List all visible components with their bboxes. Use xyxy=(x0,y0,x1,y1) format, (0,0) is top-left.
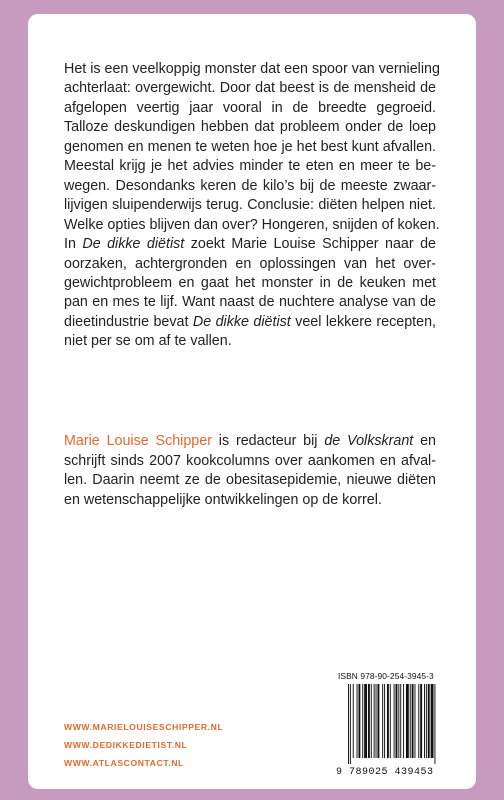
blurb-line: pan en mes te lijf. Want naast de nuchtere analyse van de xyxy=(64,294,436,311)
barcode-bar xyxy=(358,684,360,758)
barcode-bar xyxy=(348,684,349,764)
barcode-bar xyxy=(424,684,425,758)
isbn-label: ISBN 978-90-254-3945-3 xyxy=(338,671,434,681)
barcode-icon xyxy=(348,684,460,766)
barcode-bar xyxy=(420,684,422,758)
book-title: De dikke diëtist xyxy=(192,313,291,330)
blurb-line: lijvigen sluipenderwijs terug. Conclusie: diëten helpen niet. xyxy=(64,197,436,214)
author-bio xyxy=(64,432,436,510)
bio-line: schrijft sinds 2007 kookcolumns over aankomen en afval- xyxy=(64,452,436,469)
blurb-fragment: In xyxy=(64,236,83,253)
barcode-bar xyxy=(353,684,354,758)
barcode-bar xyxy=(415,684,416,758)
barcode-bar xyxy=(434,684,435,764)
barcode-bar xyxy=(431,684,434,758)
barcode-bar xyxy=(350,684,351,764)
barcode-bar xyxy=(364,684,367,758)
blurb-line: achterlaat: overgewicht. Door dat beest is de mensheid de xyxy=(64,80,436,97)
barcode-bar xyxy=(428,684,430,758)
barcode-bar xyxy=(418,684,419,758)
barcode-bar xyxy=(394,684,395,758)
blurb-line: afgelopen veertig jaar vooral in de breedte gegroeid. xyxy=(64,99,436,116)
blurb-line xyxy=(64,235,436,254)
blurb-line: Welke opties blijven dan over? Hongeren, snijden of koken. xyxy=(64,216,440,233)
barcode-bar xyxy=(406,684,409,758)
barcode-bar xyxy=(384,684,385,758)
website-links xyxy=(64,718,223,773)
barcode-bar xyxy=(374,684,375,758)
barcode-bar xyxy=(376,684,377,758)
blurb-line: wegen. Desondanks keren de kilo’s bij de meeste zwaar- xyxy=(64,177,436,194)
blurb-fragment: dieetindustrie bevat xyxy=(64,313,193,330)
blurb-line: niet per se om af te vallen. xyxy=(64,333,232,350)
barcode-bar xyxy=(410,684,411,758)
blurb-fragment: zoekt Marie Louise Schipper naar de xyxy=(184,236,436,253)
bio-line xyxy=(64,432,436,452)
blurb-line: genomen en menen te weten hoe je het best kunt afvallen. xyxy=(64,138,436,155)
barcode-bar xyxy=(400,684,401,758)
barcode-bar xyxy=(362,684,363,758)
barcode-bar xyxy=(390,684,391,758)
barcode-bar xyxy=(412,684,414,758)
barcode-bar xyxy=(368,684,370,758)
ean-digits: 9 789025 439453 xyxy=(336,767,434,778)
blurb-line: oorzaken, achtergronden en oplossingen van het over- xyxy=(64,255,436,272)
barcode-bar xyxy=(382,684,383,758)
newspaper-name: de Volkskrant xyxy=(324,433,414,449)
blurb-line: Het is een veelkoppig monster dat een spoor van vernieling xyxy=(64,61,440,77)
barcode-bar xyxy=(371,684,372,758)
bio-line: len. Daarin neemt ze de obesitasepidemie, nieuwe diëten xyxy=(64,472,436,489)
blurb-line xyxy=(64,313,436,332)
blurb-line: Meestal krijg je het advies minder te eten en meer te be- xyxy=(64,158,436,175)
barcode-bar xyxy=(396,684,398,758)
barcode-bar xyxy=(357,684,358,758)
bio-line: en wetenschappelijke ontwikkelingen op de korrel. xyxy=(64,491,382,508)
blurb-line: Talloze deskundigen hebben dat probleem onder de loep xyxy=(64,119,436,136)
barcode-bar xyxy=(387,684,389,758)
barcode-bar xyxy=(426,684,427,758)
author-name: Marie Louise Schipper xyxy=(64,433,212,449)
bio-fragment: en xyxy=(413,433,437,449)
website-link[interactable]: WWW.DEDIKKEDIETIST.NL xyxy=(64,740,188,751)
blurb-text xyxy=(64,60,440,352)
website-link[interactable]: WWW.MARIELOUISESCHIPPER.NL xyxy=(64,722,224,732)
book-title: De dikke diëtist xyxy=(82,236,185,253)
barcode-bar xyxy=(403,684,404,758)
barcode-bar xyxy=(398,684,399,758)
blurb-fragment: veel lekkere recepten, xyxy=(290,313,436,330)
blurb-line: gewichtprobleem en gaat het monster in de keuken met xyxy=(64,274,436,291)
website-link[interactable]: WWW.ATLASCONTACT.NL xyxy=(64,758,184,769)
barcode-bar xyxy=(377,684,379,758)
bio-fragment: is redacteur bij xyxy=(211,433,325,449)
